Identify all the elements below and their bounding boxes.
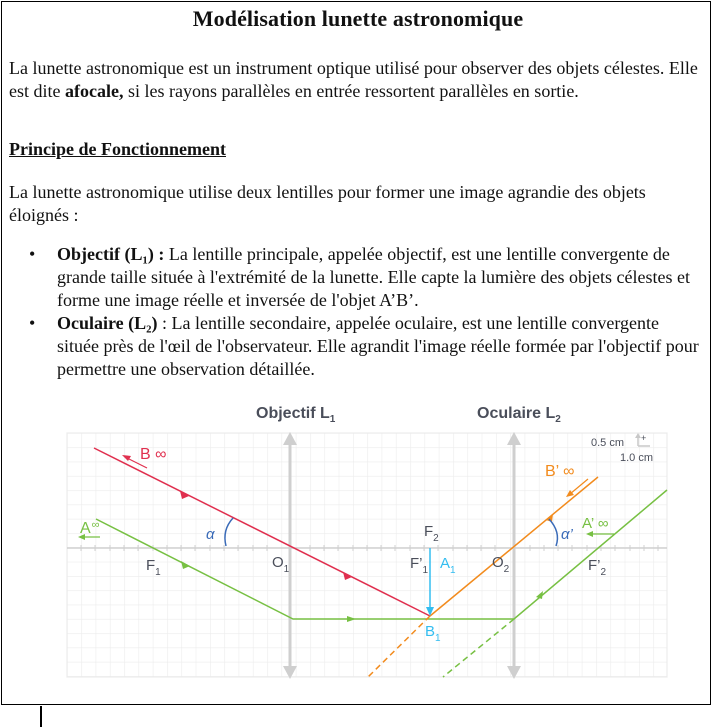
label-alpha: α <box>206 526 215 543</box>
bullet-marker: • <box>29 244 36 264</box>
page-title: Modélisation lunette astronomique <box>192 6 524 31</box>
bullet-term: Oculaire (L₂) <box>57 313 158 333</box>
svg-text:+: + <box>641 433 647 443</box>
label-A-prime-infinity: A’ ∞ <box>582 515 609 532</box>
intro-text-2: si les rayons parallèles en entrée ressortent parallèles en sortie. <box>123 81 579 101</box>
label-F2: $F_2$ <box>424 523 439 544</box>
bullet-description: La lentille principale, appelée objectif, est une lentille convergente de grande taille située à l'extrémité de la lunette. Elle capte la lumière des objets célestes et forme une image réelle et inversée de l'objet A’B’. <box>57 244 690 310</box>
bullet-description: : La lentille secondaire, appelée oculaire, est une lentille convergente située près de l'œil de l'observateur. Elle agrandit l'image réelle formée par l'objectif pour permettre une observation détaillée. <box>57 313 699 379</box>
lens1-label: Objectif $L_1$ <box>256 405 336 425</box>
label-F2-prime: $F’_2$ <box>588 557 607 578</box>
bullet-item-oculaire <box>29 312 701 381</box>
svg-text:1.0 cm: 1.0 cm <box>620 452 654 464</box>
label-F1-prime: $F’_1$ <box>410 555 429 576</box>
label-O1: $O_1$ <box>272 554 290 575</box>
label-B1: $B_1$ <box>425 623 441 644</box>
label-F1: $F_1$ <box>146 557 161 578</box>
intro-text-1: La lunette astronomique est un instrument optique utilisé pour observer des objets célestes. Elle est dite <box>9 58 698 101</box>
intro-paragraph <box>9 57 699 103</box>
svg-text:0.5 cm: 0.5 cm <box>591 437 625 449</box>
section-heading: Principe de Fonctionnement <box>9 139 226 159</box>
label-O2: $O_2$ <box>492 554 510 575</box>
bullet-term: Objectif (L₁) : <box>57 244 165 264</box>
bullet-list <box>29 243 701 381</box>
lens2-label: Oculaire $L_2$ <box>477 405 561 425</box>
label-B-infinity: B ∞ <box>140 446 167 463</box>
grid-background <box>67 433 667 677</box>
label-alpha-prime: α’ <box>561 526 573 543</box>
intro-bold-afocale: afocale, <box>65 81 124 101</box>
section-intro: La lunette astronomique utilise deux lentilles pour former une image agrandie des objets éloignés : <box>9 182 646 225</box>
label-A1: $A_1$ <box>440 555 456 576</box>
label-A-infinity: A∞ <box>80 519 100 537</box>
label-B-prime-infinity: B’ ∞ <box>545 463 575 480</box>
bullet-marker: • <box>29 313 36 333</box>
telescope-ray-diagram <box>0 395 716 695</box>
bullet-item-objectif <box>29 243 701 312</box>
table-border-tick <box>40 706 42 727</box>
